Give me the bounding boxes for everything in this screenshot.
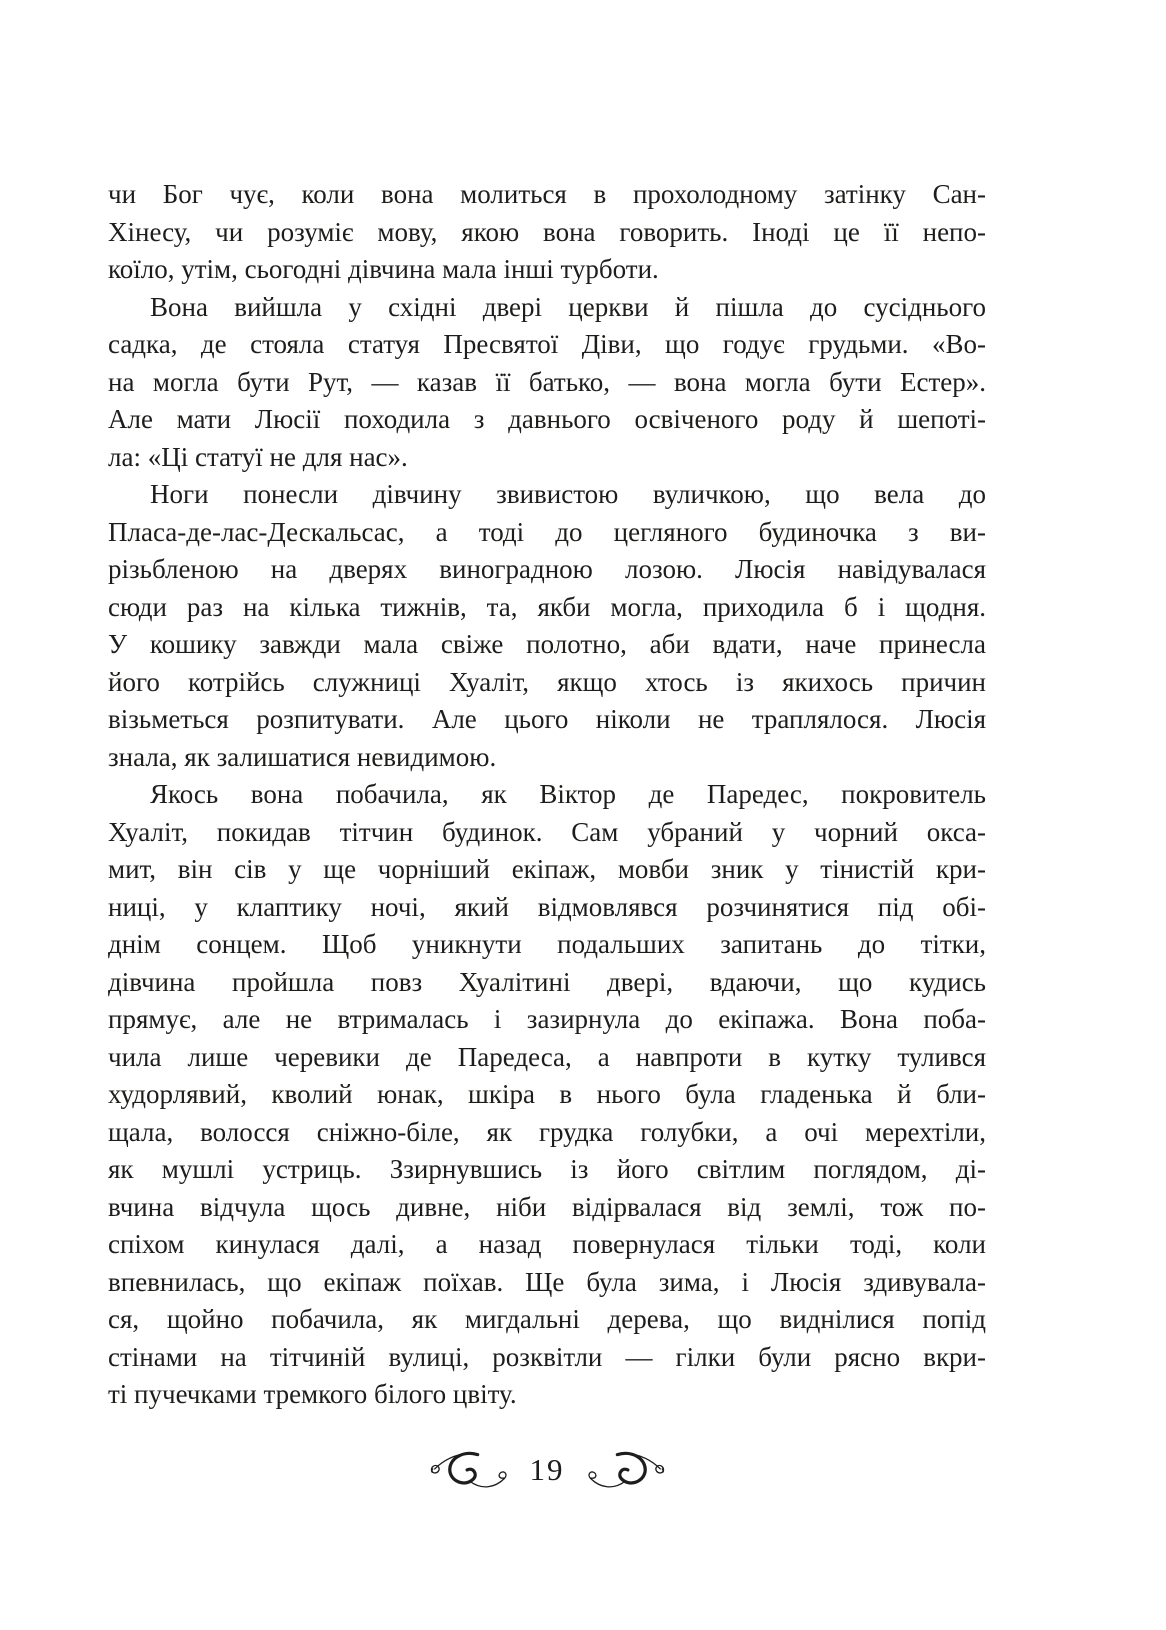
- text-line: Але мати Люсії походила з давнього освіченого роду й шепоті-: [108, 404, 986, 434]
- text-line: стінами на тітчиній вулиці, розквітли — гілки були рясно вкри-: [108, 1341, 986, 1372]
- text-line: дівчина пройшла повз Хуалітині двері, вдаючи, що кудись: [108, 966, 986, 997]
- text-line: Ноги понесли дівчину звивистою вуличкою, що вела до: [150, 479, 986, 509]
- text-line: садка, де стояла статуя Пресвятої Діви, що годує грудьми. «Во-: [108, 329, 986, 359]
- text-line: щала, волосся сніжно-біле, як грудка голубки, а очі мерехтіли,: [108, 1116, 986, 1147]
- text-line: Хінесу, чи розуміє мову, якою вона говорить. Іноді це її непо-: [108, 216, 986, 247]
- text-line: У кошику завжди мала свіже полотно, аби вдати, наче принесла: [108, 629, 986, 659]
- text-line: різьбленою на дверях виноградною лозою. Люсія навідувалася: [108, 554, 986, 584]
- text-line: як мушлі устриць. Ззирнувшись із його світлим поглядом, ді-: [108, 1154, 986, 1184]
- text-line: Пласа-де-лас-Дескальсас, а тоді до цегляного будиночка з ви-: [108, 516, 986, 547]
- text-line: чила лише черевики де Паредеса, а навпроти в кутку тулився: [108, 1041, 986, 1072]
- text-line: Вона вийшла у східні двері церкви й пішла до сусіднього: [150, 291, 986, 322]
- flourish-left-icon: [428, 1448, 512, 1488]
- text-line: вчина відчула щось дивне, ніби відірвалася від землі, тож по-: [108, 1191, 986, 1222]
- page-number: 19: [529, 1452, 565, 1487]
- text-line: днім сонцем. Щоб уникнути подальших запитань до тітки,: [108, 929, 986, 959]
- page-footer: [108, 1448, 986, 1488]
- text-line: спіхом кинулася далі, а назад повернулася тільки тоді, коли: [108, 1229, 986, 1259]
- text-line: мит, він сів у ще чорніший екіпаж, мовби зник у тінистій кри-: [108, 854, 986, 884]
- text-block: [108, 176, 986, 1414]
- text-line: Хуаліт, покидав тітчин будинок. Сам убраний у чорний окса-: [108, 816, 986, 847]
- text-line: худорлявий, кволий юнак, шкіра в нього була гладенька й бли-: [108, 1079, 986, 1109]
- text-line: ла: «Ці статуї не для нас».: [108, 441, 408, 472]
- text-line: сюди раз на кілька тижнів, та, якби могла, приходила б і щодня.: [108, 591, 986, 622]
- text-line: коїло, утім, сьогодні дівчина мала інші турботи.: [108, 254, 659, 284]
- text-line: Якось вона побачила, як Віктор де Паредес, покровитель: [150, 779, 986, 809]
- text-line: прямує, але не втрималась і зазирнула до екіпажа. Вона поба-: [108, 1004, 986, 1034]
- text-line: його котрійсь служниці Хуаліт, якщо хтось із якихось причин: [108, 666, 986, 697]
- flourish-right-icon: [583, 1448, 667, 1488]
- text-line: візьметься розпитувати. Але цього ніколи не траплялося. Люсія: [108, 704, 986, 734]
- text-line: ті пучечками тремкого білого цвіту.: [108, 1379, 517, 1409]
- text-line: ниці, у клаптику ночі, який відмовлявся розчинятися під обі-: [108, 891, 986, 922]
- text-line: на могла бути Рут, — казав її батько, — вона могла бути Естер».: [108, 366, 986, 397]
- text-line: чи Бог чує, коли вона молиться в прохолодному затінку Сан-: [108, 179, 986, 209]
- text-line: знала, як залишатися невидимою.: [108, 741, 497, 772]
- text-line: впевнилась, що екіпаж поїхав. Ще була зима, і Люсія здивувала-: [108, 1266, 986, 1297]
- text-line: ся, щойно побачила, як мигдальні дерева, що виднілися попід: [108, 1304, 986, 1334]
